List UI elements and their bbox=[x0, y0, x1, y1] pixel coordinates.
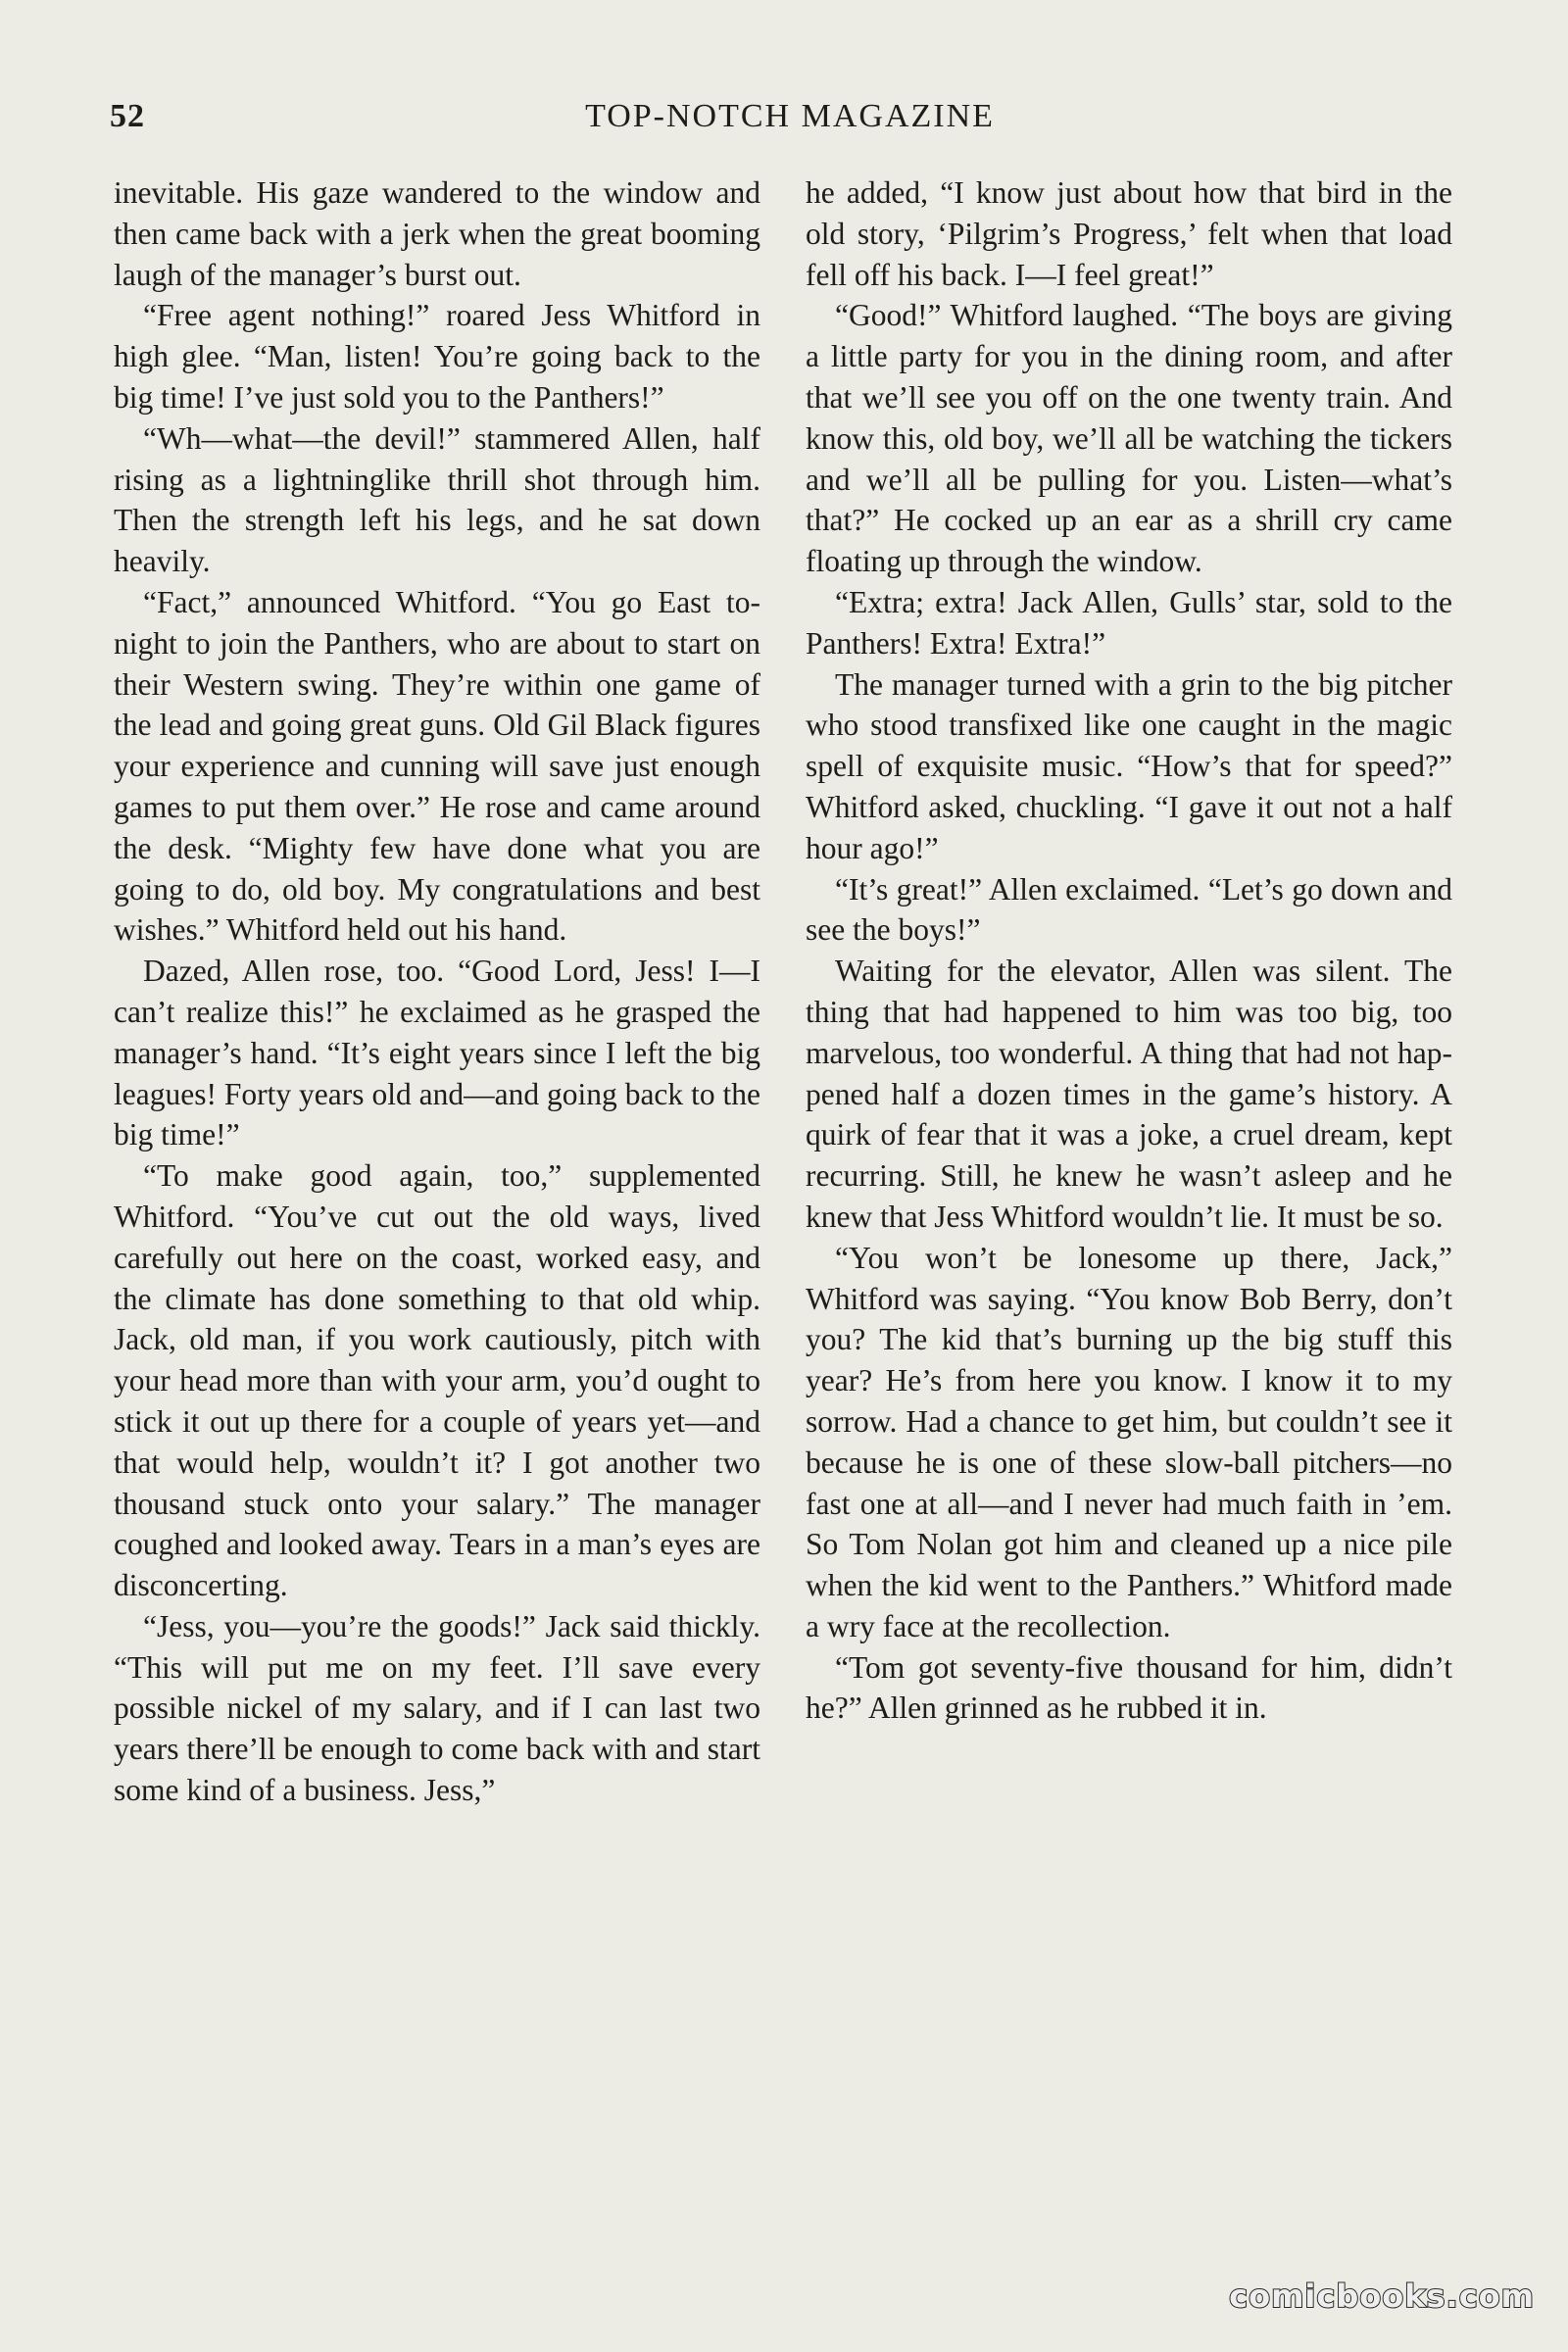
paragraph: “Good!” Whitford laughed. “The boys are giving a little party for you in the dining room, and after that we’ll see you off on the one twenty train. And know this, old boy, we’ll all be watching the tickers and we’ll all be pulling for you. Listen—what’s that?” He cocked up an ear as a shrill cry came floating up through the window. bbox=[806, 298, 1452, 579]
paragraph: “Fact,” announced Whitford. “You go East to-night to join the Panthers, who are about to start on their Western swing. They’re within one game of the lead and going great guns. Old Gil Black figures your experience and cunning will save just enough games to put them over.” He rose and came around the desk. “Mighty few have done what you are going to do, old boy. My congratulations and best wishes.” Whitford held out his hand. bbox=[114, 584, 760, 948]
paragraph: The manager turned with a grin to the big pitcher who stood transfixed like one caught in the magic spell of exquisite music. “How’s that for speed?” Whitford asked, chuckling. “I gave it out not a half hour ago!” bbox=[806, 666, 1452, 865]
paragraph: “Jess, you—you’re the goods!” Jack said thickly. “This will put me on my feet. I’ll save every possible nickel of my salary, and if I can last two years there’ll be enough to come back with and start some kind of a business. Jess,” bbox=[114, 1608, 760, 1808]
paragraph: inevitable. His gaze wandered to the window and then came back with a jerk when the great booming laugh of the manager’s burst out. bbox=[114, 175, 760, 292]
watermark: comicbooks.com bbox=[1229, 2278, 1535, 2315]
paragraph: “Free agent nothing!” roared Jess Whitford in high glee. “Man, listen! You’re going back to the big time! I’ve just sold you to the Panthers!” bbox=[114, 298, 760, 415]
paragraph: he added, “I know just about how that bird in the old story, ‘Pilgrim’s Progress,’ felt when that load fell off his back. I—I feel great!” bbox=[806, 175, 1452, 292]
right-column bbox=[806, 172, 1452, 1729]
paragraph: “To make good again, too,” supplemented Whitford. “You’ve cut out the old ways, lived carefully out here on the coast, worked easy, and the climate has done something to that old whip. Jack, old man, if you work cautiously, pitch with your head more than with your arm, you’d ought to stick it out up there for a couple of years yet—and that would help, wouldn’t it? I got another two thousand stuck onto your salary.” The manager coughed and looked away. Tears in a man’s eyes are disconcerting. bbox=[114, 1158, 760, 1603]
paragraph: Dazed, Allen rose, too. “Good Lord, Jess! I—I can’t realize this!” he exclaimed as he grasped the manager’s hand. “It’s eight years since I left the big leagues! Forty years old and—and going back to the big time!” bbox=[114, 954, 760, 1152]
paragraph: “Wh—what—the devil!” stammered Allen, half rising as a lightninglike thrill shot through him. Then the strength left his legs, and he sat down heavily. bbox=[114, 420, 760, 579]
paragraph: “You won’t be lonesome up there, Jack,” Whitford was saying. “You know Bob Berry, don’t you? The kid that’s burning up the big stuff this year? He’s from here you know. I know it to my sorrow. Had a chance to get him, but couldn’t see it because he is one of these slow-ball pitchers—no fast one at all—and I never had much faith in ’em. So Tom Nolan got him and cleaned up a nice pile when the kid went to the Panthers.” Whitford made a wry face at the recollection. bbox=[806, 1240, 1452, 1643]
paragraph: “Tom got seventy-five thousand for him, didn’t he?” Allen grinned as he rubbed it in. bbox=[806, 1649, 1452, 1726]
paragraph: “Extra; extra! Jack Allen, Gulls’ star, sold to the Panthers! Extra! Extra!” bbox=[806, 584, 1452, 661]
left-column bbox=[114, 172, 760, 1811]
page-header bbox=[110, 98, 1470, 147]
page-number: 52 bbox=[110, 98, 145, 134]
paragraph: “It’s great!” Allen exclaimed. “Let’s go down and see the boys!” bbox=[806, 871, 1452, 948]
running-title: TOP-NOTCH MAGAZINE bbox=[585, 98, 995, 134]
paragraph: Waiting for the elevator, Allen was silent. The thing that had happened to him was too big, too marvelous, too wonderful. A thing that had not happened half a dozen times in the game’s history. A quirk of fear that it was a joke, a cruel dream, kept recurring. Still, he knew he wasn’t asleep and he knew that Jess Whitford wouldn’t lie. It must be so. bbox=[806, 954, 1452, 1234]
